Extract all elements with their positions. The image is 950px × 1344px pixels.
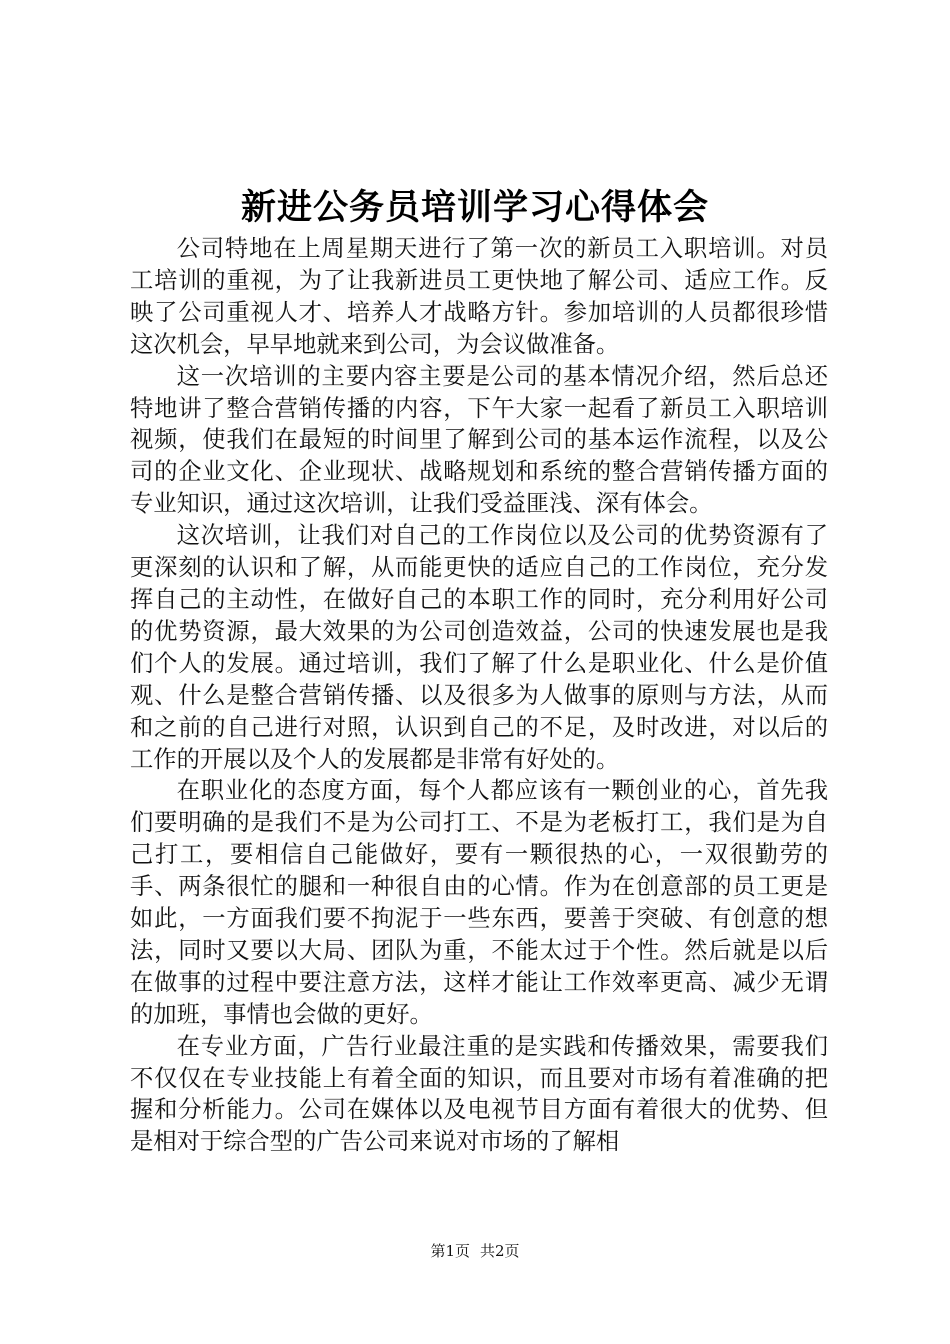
page-footer [0, 1240, 950, 1262]
document-body [130, 233, 828, 1158]
paragraph-2: 这一次培训的主要内容主要是公司的基本情况介绍，然后总还特地讲了整合营销传播的内容，下午大家一起看了新员工入职培训视频，使我们在最短的时间里了解到公司的基本运作流程，以及公司的企业文化、企业现状、战略规划和系统的整合营销传播方面的专业知识，通过这次培训，让我们受益匪浅、深有体会。 [130, 362, 828, 518]
page-total: 共2页 [480, 1242, 520, 1260]
paragraph-5: 在专业方面，广告行业最注重的是实践和传播效果，需要我们不仅仅在专业技能上有着全面的知识，而且要对市场有着准确的把握和分析能力。公司在媒体以及电视节目方面有着很大的优势、但是相对于综合型的广告公司来说对市场的了解相 [130, 1032, 828, 1156]
page-number: 第1页 [430, 1242, 470, 1260]
paragraph-3: 这次培训，让我们对自己的工作岗位以及公司的优势资源有了更深刻的认识和了解，从而能更快的适应自己的工作岗位，充分发挥自己的主动性，在做好自己的本职工作的同时，充分利用好公司的优势资源，最大效果的为公司创造效益，公司的快速发展也是我们个人的发展。通过培训，我们了解了什么是职业化、什么是价值观、什么是整合营销传播、以及很多为人做事的原则与方法，从而和之前的自己进行对照，认识到自己的不足，及时改进，对以后的工作的开展以及个人的发展都是非常有好处的。 [130, 522, 828, 773]
paragraph-1: 公司特地在上周星期天进行了第一次的新员工入职培训。对员工培训的重视，为了让我新进员工更快地了解公司、适应工作。反映了公司重视人才、培养人才战略方针。参加培训的人员都很珍惜这次机会，早早地就来到公司，为会议做准备。 [130, 235, 828, 358]
document-title: 新进公务员培训学习心得体会 [240, 187, 709, 228]
paragraph-4: 在职业化的态度方面，每个人都应该有一颗创业的心，首先我们要明确的是我们不是为公司打工、不是为老板打工，我们是为自己打工，要相信自己能做好，要有一颗很热的心，一双很勤劳的手、两条很忙的腿和一种很自由的心情。作为在创意部的员工更是如此，一方面我们要不拘泥于一些东西，要善于突破、有创意的想法，同时又要以大局、团队为重，不能太过于个性。然后就是以后在做事的过程中要注意方法，这样才能让工作效率更高、减少无谓的加班，事情也会做的更好。 [130, 777, 828, 1028]
